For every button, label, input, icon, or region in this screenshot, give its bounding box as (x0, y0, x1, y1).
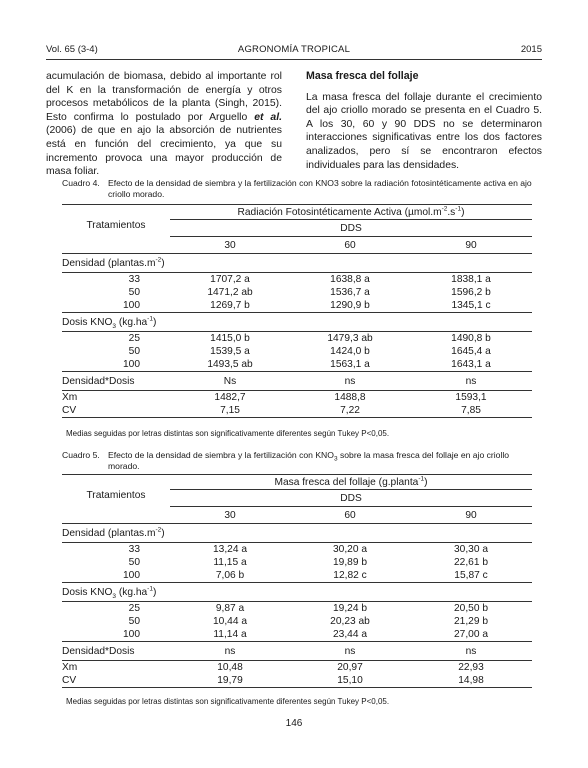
table5-caption-text (62, 450, 532, 472)
table-row (62, 345, 532, 358)
table-cell: 7,85 (461, 405, 481, 416)
table-cell: 1269,7 b (210, 300, 250, 311)
t4-den-a: Densidad (plantas.m (62, 257, 156, 269)
table5-caption (62, 450, 532, 472)
t4-dose-mid: (kg.ha (116, 316, 148, 328)
table4-caption-number: Cuadro 4. (62, 178, 100, 188)
table5-day-90: 90 (465, 509, 477, 521)
table4-xm-label: Xm (62, 392, 78, 403)
table5-interaction-label: Densidad*Dosis (62, 645, 135, 657)
table4-caption (62, 178, 532, 200)
table-cell: 11,14 a (213, 629, 247, 640)
table-cell: 33 (128, 274, 140, 285)
table-cell: 50 (128, 557, 140, 568)
table-cell: 27,00 a (454, 629, 488, 640)
table-cell: 100 (123, 359, 140, 370)
t4-den-sup: -2 (155, 256, 162, 264)
table-cell: ns (224, 645, 236, 657)
t4-den-end: ) (161, 257, 165, 269)
t5-den-a: Densidad (plantas.m (62, 527, 156, 539)
table-cell: 1707,2 a (210, 274, 250, 285)
table5-footnote: Medias seguidas por letras distintas son significativamente diferentes según Tukey P<0,05. (66, 697, 390, 706)
t5-gh-a: Masa fresca del follaje (g.planta (274, 476, 419, 488)
table4-treatments-header: Tratamientos (86, 220, 146, 232)
table5-density-label (62, 524, 532, 543)
table-cell: 1490,8 b (451, 333, 491, 344)
table4-interaction-label: Densidad*Dosis (62, 375, 135, 387)
table-cell: 1536,7 a (330, 287, 370, 298)
table-row (62, 332, 532, 346)
t5-dose-a: Dosis KNO (62, 586, 113, 598)
table-cell: 50 (128, 616, 140, 627)
table5-day-60: 60 (344, 509, 356, 521)
left-paragraph-italic: et al. (254, 111, 282, 123)
table-row (62, 358, 532, 372)
t4-dose-sup: -1 (147, 315, 153, 323)
table5-caption-number: Cuadro 5. (62, 450, 100, 460)
table-cell: 15,87 c (454, 570, 488, 581)
table-row (62, 543, 532, 557)
table-row (62, 372, 532, 391)
table-cell: 1838,1 a (451, 274, 491, 285)
table4-footnote: Medias seguidas por letras distintas son significativamente diferentes según Tukey P<0,05. (66, 429, 390, 438)
table-cell: 1645,4 a (451, 346, 491, 357)
t5-gh-sup: -1 (418, 475, 425, 483)
table-cell: 10,44 a (213, 616, 247, 627)
table5-day-30: 30 (224, 509, 236, 521)
table4-group-header (170, 205, 532, 220)
table4-cv-label: CV (62, 405, 77, 416)
table4-dds-header: DDS (170, 220, 532, 237)
table5-empty-cell (62, 507, 170, 524)
table-cell: 20,23 ab (330, 616, 370, 627)
t4-gh-sup1: -2 (441, 205, 448, 213)
table-row (62, 299, 532, 313)
t4-gh-sup2: -1 (455, 205, 462, 213)
table-cell: 22,61 b (454, 557, 488, 568)
table-row (62, 602, 532, 616)
table-row (62, 404, 532, 418)
journal-title: AGRONOMÍA TROPICAL (237, 44, 351, 55)
table-cell: 1596,2 b (451, 287, 491, 298)
t5-dose-sub: 3 (112, 592, 117, 600)
table-row (62, 628, 532, 642)
table-cell: Ns (223, 375, 237, 387)
table5 (62, 474, 532, 688)
table-cell: 7,22 (340, 405, 360, 416)
right-paragraph: La masa fresca del follaje durante el crecimiento del ajo criollo morado se presenta en el Cuadro 5. A los 30, 60 y 90 DDS no se determinaron interacciones significativas entre los dos factores analizados, pero sí se encontraron efectos individuales para las densidades. (306, 91, 542, 171)
table-cell: 1493,5 ab (207, 359, 253, 370)
t4-dose-sub: 3 (112, 322, 117, 330)
table-cell: ns (344, 375, 356, 387)
table-cell: 1415,0 b (210, 333, 250, 344)
volume-label: Vol. 65 (3-4) (46, 44, 98, 55)
table-cell: 19,89 b (333, 557, 367, 568)
table-cell: 30,30 a (454, 544, 488, 555)
header-divider (46, 59, 542, 60)
table-row (62, 569, 532, 583)
table-row (62, 273, 532, 287)
table-cell: 23,44 a (333, 629, 367, 640)
page-number: 146 (285, 718, 303, 729)
table-cell: 30,20 a (333, 544, 367, 555)
t4-gh-end: ) (461, 206, 465, 218)
table-cell: ns (465, 645, 477, 657)
table-cell: 1471,2 ab (207, 287, 253, 298)
table-cell: 1638,8 a (330, 274, 370, 285)
left-paragraph-text-b: (2006) de que en ajo la absorción de nutrientes está en función del crecimiento, ya que su incremento provoca una mayor producción de masa foliar. (46, 125, 282, 178)
t5-den-end: ) (161, 527, 165, 539)
table-cell: 13,24 a (213, 544, 247, 555)
t4-dose-a: Dosis KNO (62, 316, 113, 328)
table-cell: 1345,1 c (451, 300, 491, 311)
table-cell: 14,98 (458, 675, 484, 686)
table-cell: 19,79 (217, 675, 243, 686)
table-cell: 1482,7 (214, 392, 246, 403)
table-cell: 33 (128, 544, 140, 555)
table-cell: 21,29 b (454, 616, 488, 627)
table-cell: 100 (123, 629, 140, 640)
t5-dose-sup: -1 (147, 585, 153, 593)
running-header (46, 44, 542, 58)
table4-caption-text: Efecto de la densidad de siembra y la fertilización con KNO3 sobre la radiación fotosintéticamente activa en ajo criollo morado. (108, 178, 532, 199)
table-cell: 7,06 b (215, 570, 245, 581)
table-cell: 7,15 (220, 405, 240, 416)
table-cell: 1593,1 (455, 392, 487, 403)
table-cell: 25 (128, 603, 140, 614)
table-cell: 100 (123, 300, 140, 311)
table-cell: 1539,5 a (210, 346, 250, 357)
table4 (62, 204, 532, 418)
t4-dose-end: ) (152, 316, 157, 328)
table4-day-60: 60 (344, 239, 356, 251)
table5-xm-label: Xm (62, 662, 78, 673)
table5-dds-header: DDS (170, 490, 532, 507)
table-cell: 12,82 c (333, 570, 367, 581)
table-cell: 11,15 a (213, 557, 247, 568)
table-cell: 1479,3 ab (327, 333, 373, 344)
table4-day-90: 90 (465, 239, 477, 251)
table-cell: 50 (128, 287, 140, 298)
table5-dose-label (62, 583, 532, 602)
t4-gh-mid: .s (447, 206, 456, 218)
table4-day-30: 30 (224, 239, 236, 251)
table-cell: 22,93 (458, 662, 484, 673)
table5-cv-label: CV (62, 675, 77, 686)
t5-cap-b: sobre la masa fresca del follaje en ajo criollo morado. (108, 450, 510, 471)
left-paragraph-text-a: acumulación de biomasa, debido al importante rol del K en la transformación de energía y otros procesos metabólicos de la planta (Singh, 2015). Esto confirma lo postulado por Arguello (46, 71, 282, 123)
table-cell: 100 (123, 570, 140, 581)
table-cell: 20,50 b (454, 603, 488, 614)
table-cell: 10,48 (217, 662, 243, 673)
table-cell: ns (344, 645, 356, 657)
t5-dose-mid: (kg.ha (116, 586, 148, 598)
section-heading: Masa fresca del follaje (306, 70, 419, 82)
table-row (62, 286, 532, 299)
table-row (62, 642, 532, 661)
t5-dose-end: ) (152, 586, 157, 598)
table-row (62, 674, 532, 688)
table4-dose-label (62, 313, 532, 332)
year-label: 2015 (520, 44, 542, 55)
left-paragraph (46, 70, 282, 179)
table-cell: 1424,0 b (330, 346, 370, 357)
table-cell: 20,97 (337, 662, 363, 673)
table4-density-label (62, 254, 532, 273)
t5-cap-sub: 3 (333, 455, 338, 463)
table-cell: 1563,1 a (330, 359, 370, 370)
table-row (62, 661, 532, 675)
t5-gh-end: ) (424, 476, 428, 488)
table-cell: 1488,8 (334, 392, 366, 403)
table-row (62, 391, 532, 405)
table-cell: 9,87 a (215, 603, 245, 614)
t5-den-sup: -2 (155, 526, 162, 534)
table-cell: 50 (128, 346, 140, 357)
table4-empty-cell (62, 237, 170, 254)
table-cell: 15,10 (337, 675, 363, 686)
table-cell: 1643,1 a (451, 359, 491, 370)
table-cell: ns (465, 375, 477, 387)
table5-group-header (170, 475, 532, 490)
t5-cap-a: Efecto de la densidad de siembra y la fertilización con KNO (108, 450, 334, 460)
table-cell: 25 (128, 333, 140, 344)
t4-gh-a: Radiación Fotosintéticamente Activa (µmol.m (237, 206, 442, 218)
right-text-column (306, 70, 542, 172)
left-text-column (46, 70, 282, 179)
table5-treatments-header: Tratamientos (86, 490, 146, 502)
table-row (62, 615, 532, 628)
table-cell: 1290,9 b (330, 300, 370, 311)
table-row (62, 556, 532, 569)
table-cell: 19,24 b (333, 603, 367, 614)
